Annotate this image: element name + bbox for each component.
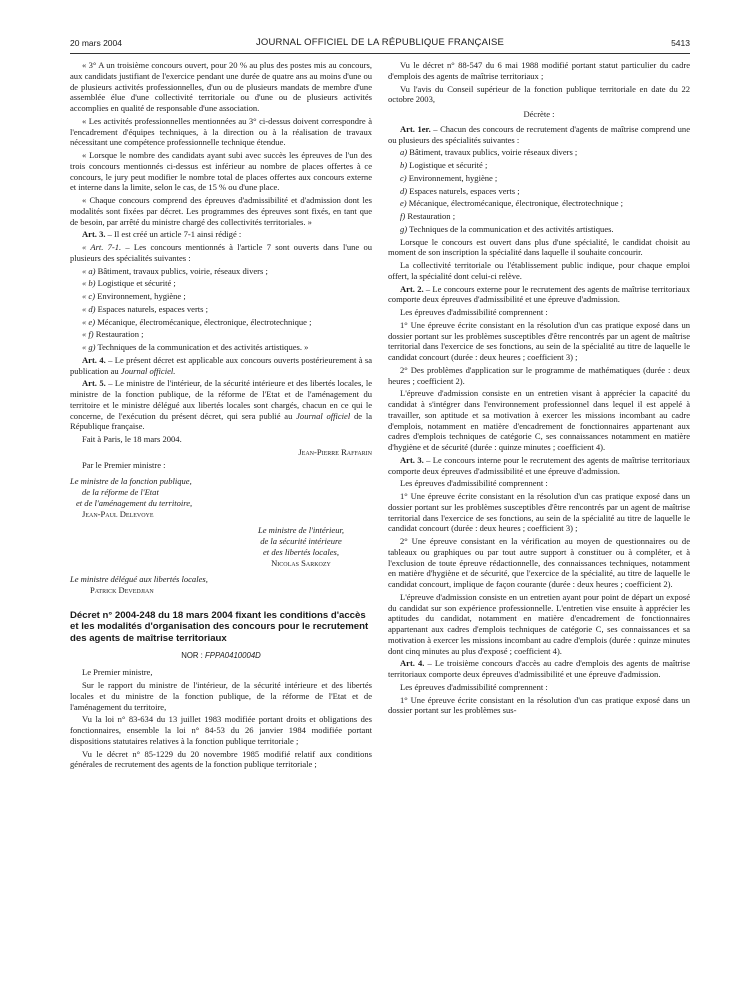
paragraph: « Les activités professionnelles mentionnées au 3° ci-dessus doivent correspondre à l'encadrement d'équipes techniques, à la direction ou à la réalisation de travaux nécessitant une compétence professionnelle technique étendue. (70, 115, 372, 148)
article-4 (388, 658, 690, 680)
premier-ministre: Le Premier ministre, (82, 667, 153, 678)
nor-reference (70, 651, 372, 662)
list-text: Bâtiment, travaux publics, voirie, réseaux divers ; (95, 265, 268, 276)
list-item (70, 342, 372, 353)
list-item (70, 291, 372, 302)
header-date: 20 mars 2004 (70, 38, 122, 48)
page-header (70, 36, 690, 50)
paragraph: 1° Une épreuve écrite consistant en la résolution d'un cas pratique exposé dans un dossier portant sur les problèmes sus- (388, 694, 690, 716)
article-text: – Le présent décret est applicable aux concours ouverts postérieurement à sa publication au (70, 354, 372, 376)
decrete: Décrète : (523, 109, 555, 119)
paragraph: La collectivité territoriale ou l'établissement public indique, pour chaque emploi offert, la spécialité dont celui-ci relève. (388, 260, 690, 281)
right-column (388, 60, 690, 718)
visa: Vu l'avis du Conseil supérieur de la fonction publique territoriale en date du 22 octobre 2003, (388, 83, 690, 105)
list-item (70, 266, 372, 277)
article-text: – Il est créé un article 7-1 ainsi rédigé : (105, 229, 242, 240)
paragraph: Les épreuves d'admissibilité comprennent : (400, 307, 548, 317)
paragraph: 1° Une épreuve écrite consistant en la résolution d'un cas pratique exposé dans un dossier portant sur les problèmes susceptibles d'être rencontrés par un agent de maîtrise territorial dans l'exercice de ses fonctions, au sein de la spécialité au titre de laquelle le candidat concourt (durée : deux heures ; coefficient 3) ; (388, 491, 690, 534)
list-text: Restauration ; (93, 329, 144, 340)
list-item (388, 224, 690, 235)
header-page-number: 5413 (671, 38, 690, 48)
article-3 (70, 229, 372, 240)
list-letter: « e) (82, 316, 96, 327)
article-text: de la République française. (70, 410, 372, 432)
list-text: Logistique et sécurité ; (407, 160, 488, 170)
nor-label: NOR : (181, 650, 206, 660)
minister-title: et des libertés locales, (263, 546, 339, 557)
fait-a-paris: Fait à Paris, le 18 mars 2004. (82, 434, 182, 444)
article-5 (70, 378, 372, 432)
list-letter: « a) (82, 265, 96, 276)
list-text: Bâtiment, travaux publics, voirie réseaux divers ; (407, 147, 578, 158)
paragraph: 2° Une épreuve consistant en la vérification au moyen de questionnaires ou de tableaux ou graphiques ou par tout autre support à constituer ou à compléter, et à l'exclusion de toute épreuve rédactionnelle, des connaissances techniques, notamment en matière d'hygiène et de sécurité, que l'exercice de la spécialité, au titre de laquelle le candidat concourt, implique de façon courante (durée : deux heures ; coefficient 2). (388, 536, 690, 589)
list-letter: e) (400, 198, 407, 209)
list-letter: « c) (82, 291, 96, 301)
article-text: – Le troisième concours d'accès au cadre d'emplois des agents de maîtrise territoriaux comporte deux épreuves d'admissibilité et une épreuve d'admission. (388, 658, 691, 679)
list-text: Logistique et sécurité ; (95, 278, 176, 289)
visa: Vu le décret n° 85-1229 du 20 novembre 1985 modifié relatif aux conditions générales de recrutement des agents de la fonction publique territoriale ; (70, 748, 372, 770)
article-1 (388, 124, 690, 146)
minister-title: Le ministre délégué aux libertés locales, (70, 574, 208, 585)
paragraph: « Lorsque le nombre des candidats ayant subi avec succès les épreuves de l'un des trois concours mentionnés ci-dessus est inférieur au nombre de places offertes à ce concours, le jury peut modifier le nombre total de places offertes aux concours externe et interne dans la limite, selon le cas, de 15 % ou d'une place. (70, 150, 372, 193)
journal-officiel-ref: Journal officiel (296, 410, 351, 421)
signature-block-interieur (230, 525, 372, 568)
minister-name: Jean-Paul Delevoye (82, 508, 154, 519)
article-label: Art. 5. (82, 378, 106, 389)
paragraph: L'épreuve d'admission consiste en un entretien visant à apprécier la capacité du candidat à s'intégrer dans l'environnement professionnel dans lequel il est appelé à travailler, son aptitude et sa motivation à exercer les missions incombant au cadre d'emplois, notamment en matière d'encadrement de fonctionnaires appartenant aux cadres d'emplois techniques de catégorie C, ses connaissances notamment en matière d'hygiène et de sécurité (durée : quinze minutes ; coefficient 4). (388, 388, 690, 452)
minister-title: Le ministre de la fonction publique, (70, 476, 192, 487)
list-letter: « g) (82, 342, 96, 352)
minister-title: Le ministre de l'intérieur, (257, 525, 345, 536)
list-letter: f) (400, 211, 406, 221)
article-label: Art. 1er. (400, 123, 431, 134)
decree-title: Décret n° 2004-248 du 18 mars 2004 fixant les conditions d'accès et les modalités d'organisation des concours pour le recrutement des agents de maîtrise territoriaux (70, 609, 369, 644)
header-journal-title: JOURNAL OFFICIEL DE LA RÉPUBLIQUE FRANÇAISE (255, 37, 505, 48)
list-item (70, 317, 372, 328)
minister-title: et de l'aménagement du territoire, (76, 497, 193, 508)
list-letter: c) (400, 172, 407, 183)
nor-code: FPPA0410004D (205, 650, 261, 660)
article-label: Art. 2. (400, 283, 424, 294)
list-text: Espaces naturels, espaces verts ; (95, 303, 209, 314)
list-item (388, 198, 690, 209)
list-text: Mécanique, électromécanique, électronique, électrotechnique ; (406, 198, 624, 209)
list-text: Techniques de la communication et des activités artistiques. » (95, 342, 309, 352)
list-letter: « b) (82, 278, 96, 289)
article-label: Art. 4. (400, 658, 425, 669)
article-label: Art. 3. (400, 454, 424, 465)
list-text: Environnement, hygiène ; (95, 291, 186, 301)
list-letter: g) (400, 223, 408, 234)
paragraph: Les épreuves d'admissibilité comprennent : (400, 478, 548, 489)
paragraph: Lorsque le concours est ouvert dans plus d'une spécialité, le candidat choisit au moment de son inscription la spécialité dans laquelle il souhaite concourir. (388, 236, 690, 258)
article-label: Art. 3. (82, 229, 106, 240)
article-text: – Le concours interne pour le recrutement des agents de maîtrise territoriaux comporte deux épreuves d'admissibilité et une épreuve d'admission. (388, 454, 690, 476)
article-2 (388, 284, 690, 306)
signature-premier-ministre: Jean-Pierre Raffarin (298, 446, 372, 457)
list-letter: « d) (82, 303, 96, 314)
list-item (388, 160, 690, 171)
list-text: Restauration ; (405, 211, 456, 221)
list-letter: b) (400, 160, 408, 170)
par-premier-ministre: Par le Premier ministre : (82, 459, 166, 470)
paragraph: 2° Des problèmes d'application sur le programme de mathématiques (durée : deux heures ; coefficient 2). (388, 364, 690, 386)
list-letter: « f) (82, 329, 94, 340)
article-3 (388, 455, 690, 477)
article-label: Art. 4. (82, 354, 106, 365)
minister-name: Patrick Devedjian (90, 585, 154, 595)
paragraph: L'épreuve d'admission consiste en un entretien ayant pour point de départ un exposé du candidat sur son expérience professionnelle. L'entretien vise ensuite à apprécier les aptitudes du candidat, notamment en matière d'encadrement de fonctionnaires appartenant aux cadres d'emplois techniques de catégorie C, ses connaissances et sa motivation à exercer les missions incombant au cadre d'emplois (durée : quinze minutes dont cinq minutes au plus d'exposé ; coefficient 4). (388, 591, 690, 656)
article-7-1 (70, 242, 372, 264)
minister-title: de la réforme de l'Etat (82, 487, 159, 497)
list-item (388, 147, 690, 158)
journal-officiel-ref: Journal officiel. (120, 365, 176, 376)
visa: Vu la loi n° 83-634 du 13 juillet 1983 modifiée portant droits et obligations des fonctionnaires, ensemble la loi n° 84-53 du 26 janvier 1984 modifiée portant dispositions statutaires relatives à la fonction publique territoriale ; (70, 714, 372, 746)
list-item (388, 186, 690, 197)
article-label: « Art. 7-1. (82, 242, 122, 252)
list-item (70, 329, 372, 340)
list-item (388, 211, 690, 222)
article-text: – Les concours mentionnés à l'article 7 sont ouverts dans l'une ou plusieurs des spécialités suivantes : (70, 242, 372, 263)
list-text: Environnement, hygiène ; (406, 172, 498, 183)
signature-block-fonction-publique (70, 476, 372, 519)
header-rule (70, 53, 690, 54)
list-letter: a) (400, 147, 408, 158)
article-text: – Le concours externe pour le recrutement des agents de maîtrise territoriaux comporte deux épreuves d'admissibilité et une épreuve d'admission. (388, 283, 690, 305)
signature-block-libertes-locales (70, 574, 372, 596)
list-text: Espaces naturels, espaces verts ; (407, 185, 520, 196)
list-letter: d) (400, 185, 408, 196)
list-item (388, 173, 690, 184)
visa: Vu le décret n° 88-547 du 6 mai 1988 modifié portant statut particulier du cadre d'emplois des agents de maîtrise territoriaux ; (388, 60, 690, 81)
article-4 (70, 355, 372, 377)
minister-name: Nicolas Sarkozy (271, 557, 331, 568)
paragraph: 1° Une épreuve écrite consistant en la résolution d'un cas pratique exposé dans un dossier portant sur les problèmes susceptibles d'être rencontrés par un agent de maîtrise territorial dans l'exercice de ses fonctions, au sein de la spécialité au titre de laquelle le candidat concourt (durée : deux heures ; coefficient 3) ; (388, 319, 690, 362)
paragraph: « Chaque concours comprend des épreuves d'admissibilité et d'admission dont les modalités sont fixées par décret. Les programmes des épreuves sont fixés, en tant que de besoin, par arrêté du ministre chargé des collectivités territoriales. » (70, 195, 372, 227)
paragraph: Les épreuves d'admissibilité comprennent : (400, 681, 548, 692)
list-text: Mécanique, électromécanique, électronique, électrotechnique ; (95, 316, 312, 327)
minister-title: de la sécurité intérieure (260, 536, 342, 546)
article-text: – Chacun des concours de recrutement d'agents de maîtrise comprend une ou plusieurs des spécialités suivantes : (388, 123, 690, 145)
paragraph: « 3° A un troisième concours ouvert, pour 20 % au plus des postes mis au concours, aux candidats justifiant de l'exercice pendant une durée de quatre ans au moins d'une ou de plusieurs activités professionnelles, d'un ou de plusieurs mandats de membre d'une assemblée élue d'une collectivité territoriale ou d'une ou de plusieurs activités accomplies en qualité de responsable d'une association. (70, 60, 372, 113)
article-text: – Le ministre de l'intérieur, de la sécurité intérieure et des libertés locales, le ministre de la fonction publique, de la réforme de l'Etat et de l'aménagement du territoire et le ministre délégué aux libertés locales sont chargés, chacun en ce qui le concerne, de l'exécution du présent décret, qui sera publié au (70, 378, 372, 421)
list-item (70, 304, 372, 315)
list-text: Techniques de la communication et des activités artistiques. (407, 223, 614, 234)
left-column (70, 60, 372, 772)
paragraph: Sur le rapport du ministre de l'intérieur, de la sécurité intérieure et des libertés locales et du ministre de la fonction publique, de la réforme de l'Etat et de l'aménagement du territoire, (70, 680, 372, 712)
list-item (70, 278, 372, 289)
